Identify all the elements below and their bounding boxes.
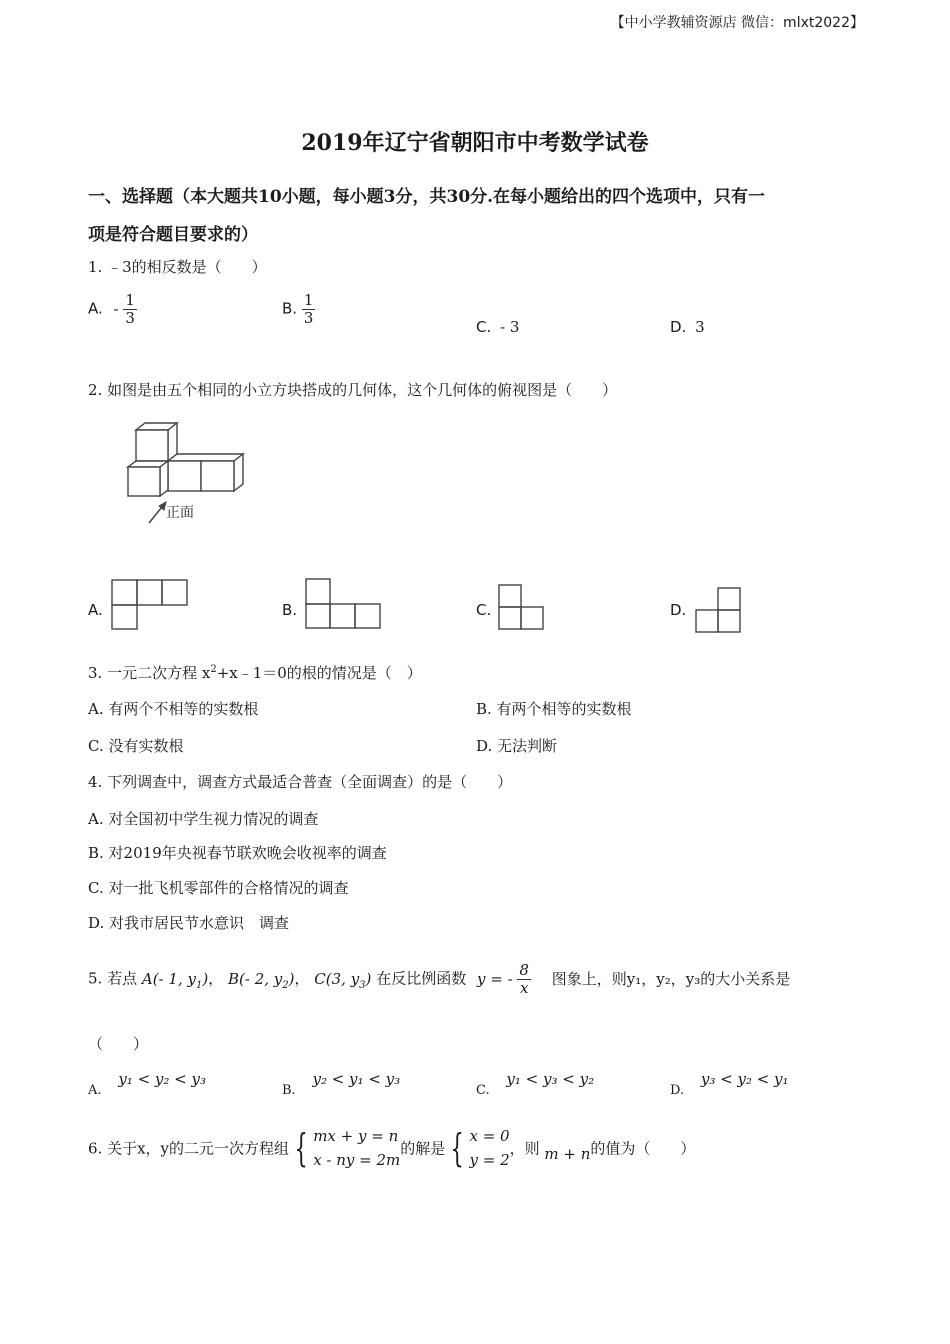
- q3-option-d: D. 无法判断: [476, 737, 558, 755]
- back-cube-3-front: [201, 461, 234, 491]
- q2-option-c-figure: [497, 583, 549, 633]
- q1-c-value: - 3: [500, 318, 520, 336]
- q6-sol2: y = 2: [469, 1151, 510, 1169]
- q5-c-expr: y₁ < y₃ < y₂: [506, 1070, 595, 1088]
- q1-a-den: 3: [125, 309, 135, 327]
- page-title: 2019年辽宁省朝阳市中考数学试卷: [301, 130, 649, 156]
- q6-expr: m + n: [544, 1145, 591, 1163]
- q2-d-label: D.: [670, 601, 687, 619]
- q1-a-label: A.: [88, 299, 103, 318]
- q1-a-num: 1: [125, 291, 135, 309]
- q1-a-fraction: [123, 292, 137, 327]
- q6-prefix: 6. 关于x，y的二元一次方程组: [88, 1139, 290, 1158]
- q6-sol1: x = 0: [469, 1127, 510, 1145]
- q5-func-fraction: [517, 962, 531, 997]
- q5-mid: 在反比例函数: [376, 969, 467, 988]
- q1-stem: 1. ﹣3的相反数是（ ）: [88, 258, 267, 276]
- q4-option-c: C. 对一批飞机零部件的合格情况的调查: [88, 879, 349, 897]
- q1-option-c: [476, 318, 519, 336]
- q1-option-a: [88, 292, 137, 327]
- q1-b-num: 1: [303, 291, 314, 309]
- back-row-side-face: [234, 454, 243, 491]
- q5-point-c: C(3, $y_3$): [314, 969, 372, 991]
- q1-c-label: C.: [476, 318, 492, 336]
- q1-a-sign: -: [113, 299, 119, 318]
- q2-stem: 2. 如图是由五个相同的小立方块搭成的几何体，这个几何体的俯视图是（ ）: [88, 381, 618, 399]
- section-heading-line1: 一、选择题（本大题共10小题，每小题3分，共30分.在每小题给出的四个选项中，只有一: [88, 187, 766, 207]
- q6-then: ，则: [509, 1139, 540, 1158]
- front-label: 正面: [166, 505, 194, 521]
- q5-b-label: B.: [282, 1083, 296, 1098]
- q2-a-label: A.: [88, 601, 103, 619]
- q5-d-expr: y₃ < y₂ < y₁: [700, 1070, 789, 1088]
- q1-option-b: [282, 292, 315, 327]
- q5-paren: （ ）: [88, 1035, 149, 1053]
- q2-b-label: B.: [282, 601, 298, 619]
- top-cube-front-face: [136, 430, 168, 461]
- q2-option-a-figure: [110, 578, 190, 632]
- q2-option-b-figure: [304, 577, 384, 631]
- q5-a-label: A.: [88, 1083, 102, 1098]
- back-row-top-face: [168, 454, 243, 461]
- q5-option-a: [88, 1070, 206, 1098]
- q1-b-fraction: [302, 292, 316, 327]
- watermark: 【中小学教辅资源店 微信：mlxt2022】: [610, 15, 864, 31]
- q6-system: [313, 1124, 400, 1172]
- q4-stem: 4. 下列调查中，调查方式最适合普查（全面调查）的是（ ）: [88, 773, 513, 791]
- q6-eq1: mx + y = n: [313, 1127, 399, 1145]
- front-cube-side-face: [160, 461, 168, 496]
- q3-option-c: C. 没有实数根: [88, 737, 184, 755]
- q5-func-den: x: [519, 979, 529, 997]
- q5-point-a: A(- 1, $y_1$): [141, 969, 209, 991]
- q6-system-brace: {: [294, 1126, 308, 1170]
- q5-option-c: [476, 1070, 595, 1098]
- q5-point-b: B(- 2, $y_2$): [227, 969, 295, 991]
- q5-sep-1: ，: [208, 969, 224, 988]
- q5-option-b: [282, 1070, 401, 1098]
- q5-func-lhs: y = -: [476, 969, 513, 988]
- q6-solution: [469, 1124, 509, 1172]
- q5-b-expr: y₂ < y₁ < y₃: [312, 1070, 401, 1088]
- front-cube-front-face: [128, 467, 160, 496]
- q1-d-label: D.: [670, 318, 687, 336]
- q3-stem-sup: 2: [210, 664, 217, 675]
- q6-stem: [88, 1124, 695, 1172]
- q4-option-b: B. 对2019年央视春节联欢晚会收视率的调查: [88, 844, 387, 862]
- q5-option-d: [670, 1070, 789, 1098]
- q4-option-d: D. 对我市居民节水意识 调查: [88, 914, 290, 932]
- section-heading-line2: 项是符合题目要求的）: [88, 225, 258, 245]
- q5-prefix: 5. 若点: [88, 969, 138, 988]
- q6-eq2: x - ny = 2m: [313, 1151, 401, 1169]
- q3-stem: [88, 662, 422, 683]
- q1-b-label: B.: [282, 299, 298, 318]
- q6-solution-brace: {: [450, 1126, 465, 1170]
- q3-option-b: B. 有两个相等的实数根: [476, 700, 632, 718]
- q5-a-expr: y₁ < y₂ < y₃: [118, 1070, 206, 1088]
- q6-suffix: 的值为（ ）: [590, 1139, 696, 1158]
- q5-func-num: 8: [519, 961, 529, 979]
- q6-mid: 的解是: [400, 1139, 446, 1158]
- q5-suffix: 图象上，则y₁，y₂，y₃的大小关系是: [551, 969, 791, 988]
- q5-stem: [88, 962, 790, 997]
- q2-option-d-figure: [694, 586, 746, 636]
- q4-option-a: A. 对全国初中学生视力情况的调查: [88, 810, 319, 828]
- q5-d-label: D.: [670, 1083, 685, 1098]
- q1-b-den: 3: [303, 309, 314, 327]
- q5-sep-2: ，: [294, 969, 310, 988]
- cube-figure: [122, 420, 252, 530]
- q3-option-a: A. 有两个不相等的实数根: [88, 700, 259, 718]
- q3-stem-pre: 3. 一元二次方程 x: [88, 664, 211, 682]
- back-cube-2-front: [168, 461, 201, 491]
- q3-stem-post: +x﹣1＝0的根的情况是（ ）: [216, 664, 422, 682]
- q1-d-value: 3: [695, 318, 705, 336]
- q5-c-label: C.: [476, 1083, 490, 1098]
- q1-option-d: [670, 318, 705, 336]
- q2-c-label: C.: [476, 601, 492, 619]
